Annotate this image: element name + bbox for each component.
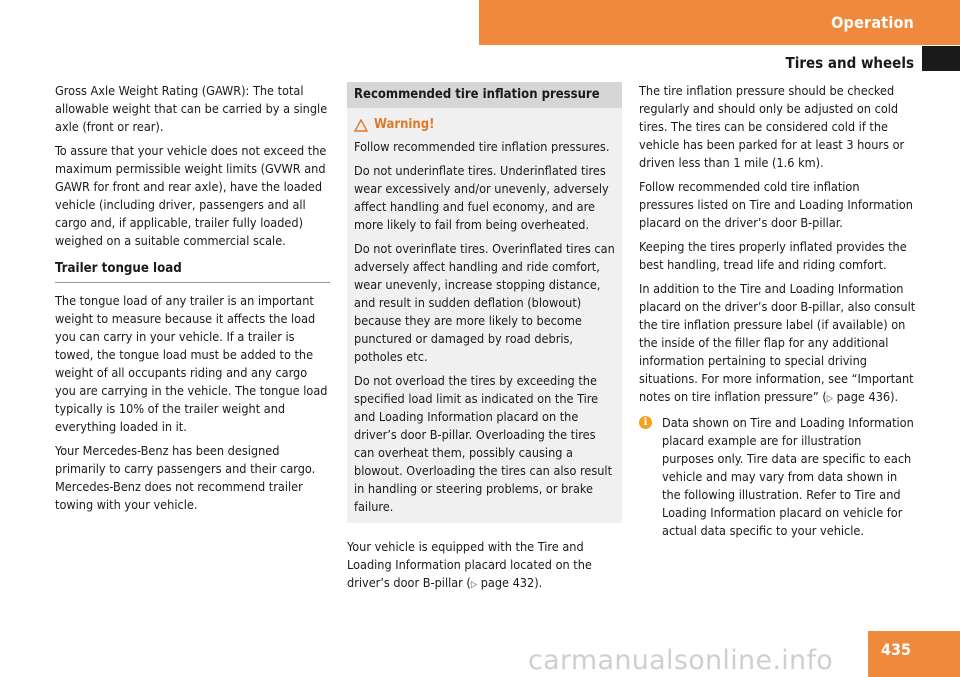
placard-text: Your vehicle is equipped with the Tire and Loading Information placard located on the driver’s door B-pillar ( <box>347 539 592 590</box>
section-title: Operation <box>831 13 914 32</box>
page-ref-arrow-icon: ▷ <box>826 394 833 404</box>
warning-header <box>354 116 615 134</box>
warning-label: Warning! <box>374 117 435 132</box>
box-title: Recommended tire inflation pressure <box>347 82 622 108</box>
info-text: Data shown on Tire and Loading Information placard example are for illustration purposes only. Tire data are specific to each vehicle and may vary from data shown in the following illustration. Refer to Tire and Loading Information placard on vehicle for actual data specific to your vehicle. <box>662 415 914 538</box>
cold-pressure-paragraph: Follow recommended cold tire inflation pressures listed on Tire and Loading Information placard on the driver’s door B-pillar. <box>639 179 913 230</box>
placard-paragraph <box>347 538 622 594</box>
column-middle <box>347 82 622 600</box>
towing-paragraph: Your Mercedes-Benz has been designed primarily to carry passengers and their cargo. Mercedes-Benz does not recommend trailer towing with your vehicle. <box>55 443 316 512</box>
page-number: 435 <box>868 631 960 677</box>
section-tab <box>479 0 960 45</box>
gawr-paragraph: Gross Axle Weight Rating (GAWR): The total allowable weight that can be carried by a single axle (front or rear). <box>55 83 328 134</box>
filler-flap-text: In addition to the Tire and Loading Information placard on the driver’s door B-pillar, also consult the tire inflation pressure label (if available) on the inside of the filler flap for any additional information pertaining to special driving situations. For more information, see “Important notes on tire inflation pressure” ( <box>639 281 916 404</box>
info-icon: i <box>639 416 652 429</box>
info-note <box>639 414 916 540</box>
subsection-title: Tires and wheels <box>785 54 914 72</box>
tongue-load-paragraph: The tongue load of any trailer is an important weight to measure because it affects the load you can carry in your vehicle. If a trailer is towed, the tongue load must be added to the weight of all occupants riding and any cargo you are carrying in the vehicle. The tongue load typically is 10% of the trailer weight and everything loaded in it. <box>55 293 328 434</box>
warning-text-4: Do not overload the tires by exceeding the specified load limit as indicated on the Tire and Loading Information placard on the driver’s door B-pillar. Overloading the tires can overheat them, possibly causing a blowout. Overloading the tires can also result in handling or steering problems, or brake failure. <box>354 373 613 514</box>
tire-pressure-box <box>347 82 622 523</box>
thumb-index-marker <box>922 46 960 71</box>
filler-flap-paragraph <box>639 280 916 408</box>
trailer-tongue-load-heading: Trailer tongue load <box>55 260 330 283</box>
proper-inflation-paragraph: Keeping the tires properly inflated provides the best handling, tread life and riding comfort. <box>639 239 907 272</box>
page-ref-arrow-icon: ▷ <box>470 580 478 590</box>
page-ref-link[interactable]: page 436). <box>833 389 899 404</box>
warning-text-2: Do not underinflate tires. Underinflated tires wear excessively and/or unevenly, adversely affect handling and fuel economy, and are more likely to fail from being overheated. <box>354 163 609 232</box>
weight-limits-paragraph: To assure that your vehicle does not exceed the maximum permissible weight limits (GVWR and GAWR for front and rear axle), have the loaded vehicle (including driver, passengers and all cargo and, if applicable, trailer fully loaded) weighed on a suitable commercial scale. <box>55 143 327 248</box>
warning-text-3: Do not overinflate tires. Overinflated tires can adversely affect handling and ride comfort, wear unevenly, increase stopping distance, and result in sudden deflation (blowout) because they are more likely to become punctured or damaged by road debris, potholes etc. <box>354 241 615 364</box>
warning-text-1: Follow recommended tire inflation pressures. <box>354 139 610 154</box>
check-pressure-paragraph: The tire inflation pressure should be checked regularly and should only be adjusted on cold tires. The tires can be considered cold if the vehicle has been parked for at least 3 hours or driven less than 1 mile (1.6 km). <box>639 83 905 170</box>
watermark: carmanualsonline.info <box>528 645 834 676</box>
page-ref-link[interactable]: page 432). <box>477 575 543 590</box>
warning-icon <box>354 119 368 132</box>
column-left <box>55 82 330 520</box>
column-right <box>639 82 916 540</box>
